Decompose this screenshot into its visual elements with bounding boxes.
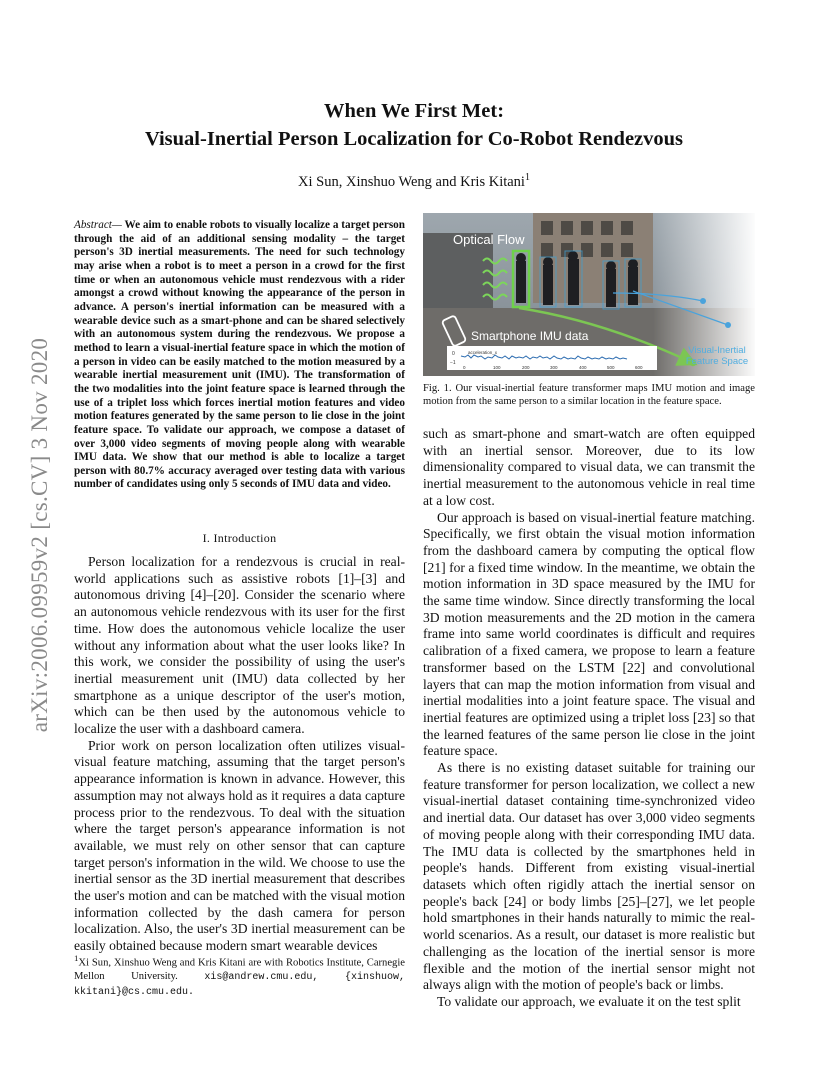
svg-text:0: 0 <box>463 365 466 370</box>
y-tick: 0 <box>452 351 455 357</box>
optical-flow-label: Optical Flow <box>453 232 525 247</box>
right-column-body <box>423 426 755 1011</box>
paragraph: Our approach is based on visual-inertial feature matching. Specifically, we first obtain the visual motion information from the dashboard camera by computing the optical flow [21] for a fixed time window. In the meantime, we obtain the motion information in 3D space measured by the IMU for the same time window. Since directly transforming the local 3D motion measurements and the 2D motion in the camera frame into same world coordinates is difficult and requires calibration of a fixed camera, we propose to learn a feature transformer based on the LSTM [22] and convolutional layers that can map the motion information from visual and inertial modalities into a joint feature space. The visual and inertial features are optimized using a triplet loss [23] so that the learned features of the same person lie close in the joint feature space. <box>423 509 755 759</box>
section-heading-introduction: I. Introduction <box>202 531 277 545</box>
paragraph: To validate our approach, we evaluate it on the test split <box>437 993 741 1009</box>
imu-label: Smartphone IMU data <box>471 329 589 343</box>
figure-illustration <box>423 213 755 376</box>
paragraph: As there is no existing dataset suitable for training our feature transformer for person localization, we collect a new visual-inertial dataset containing time-synchronized video and inertial data. Our dataset has over 3,000 video segments of moving people along with their corresponding IMU data. The IMU data is collected by the smartphones held in people's hands. Different from existing visual-inertial datasets which often rigidly attach the inertial sensor on people's back [24] or body limbs [25]–[27], we let people hold smartphones in their hands naturally to mimic the real-world scenarios. As a result, our dataset is more realistic but challenging as the location of the inertial sensor is more flexible and the motion of the inertial sensor might not always align with the motion of people's back or limbs. <box>423 760 755 993</box>
abstract-body: We aim to enable robots to visually localize a target person through the aid of an additional sensing modality – the target person's 3D inertial measurements. The need for such technology may arise when a robot is to meet a person in a crowd for the first time or when an autonomous vehicle must rendezvous with a rider amongst a crowd without knowing the appearance of the person in advance. A person's inertial information can be measured with a wearable device such as a smart-phone and can be shared selectively with an autonomous system during the rendezvous. We propose a method to learn a visual-inertial feature space in which the motion of a person in video can be easily matched to the motion measured by a wearable inertial measurement unit (IMU). The transformation of the two modalities into the joint feature space is learned through the use of a triplet loss which forces inertial motion features and video motion features generated by the same person to lie close in the joint feature space. To validate our approach, we compose a dataset of over 3,000 video segments of moving people along with wearable IMU data. We show that our method is able to localize a target person with 80.7% accuracy averaged over testing data with various number of candidates using only 5 seconds of IMU data and video. <box>74 219 405 491</box>
paragraph: Person localization for a rendezvous is crucial in real-world applications such as assistive robots [1]–[3] and autonomous driving [4]–[20]. Consider the scenario where an autonomous vehicle rendezvous with its user for the first time. How does the autonomous vehicle localize the user without any information about what the user looks like? In this work, we consider the possibility of using the user's inertial measurement unit (IMU) data collected by her smartphone as a unique descriptor of the user's motion, which can be then used by the autonomous vehicle to localize the user with a dashboard camera. <box>74 554 405 737</box>
feature-space-label: Visual-Inertial Feature Space <box>685 345 749 367</box>
y-tick: −1 <box>450 360 456 366</box>
figure-1 <box>423 213 755 376</box>
title-line-2: Visual-Inertial Person Localization for Co-Robot Rendezvous <box>144 128 684 150</box>
feature-point <box>700 298 706 304</box>
author-list: Xi Sun, Xinshuo Weng and Kris Kitani$^1$ <box>298 172 530 190</box>
svg-text:200: 200 <box>522 365 530 370</box>
paragraph: such as smart-phone and smart-watch are often equipped with an inertial sensor. Moreover, due to its low dimensionality compared to visual data, we can transmit the inertial measurement to the autonomous vehicle in real time at a low cost. <box>423 426 755 508</box>
abstract-lead: Abstract— <box>74 219 122 231</box>
arxiv-identifier: arXiv:2006.09959v2 [cs.CV] 3 Nov 2020 <box>27 337 52 733</box>
svg-text:400: 400 <box>579 365 587 370</box>
paragraph: Prior work on person localization often utilizes visual-visual feature matching, assuming that the target person's appearance information is known in advance. However, this assumption may not always hold as it requires a data capture process prior to the rendezvous. To deal with the situation where the target person's appearance information is not available, we must rely on other sensor that can capture target person's information in the wild. We choose to use the inertial sensor as the 3D inertial measurement that describes the user's motion and can be matched with the visual motion information collected by the dash camera for person localization. Also, the user's 3D inertial measurement can be easily obtained because modern smart wearable devices <box>74 737 405 954</box>
paper-title <box>0 97 828 153</box>
figure-caption: Fig. 1. Our visual-inertial feature transformer maps IMU motion and image motion from the same person to a similar location in the feature space. <box>423 383 755 408</box>
abstract <box>74 219 405 492</box>
svg-text:300: 300 <box>550 365 558 370</box>
footnote-email: xis@andrew.cmu.edu, <box>204 972 319 984</box>
footnote: $^1$Xi Sun, Xinshuo Weng and Kris Kitani are with Robotics Institute, Carnegie Mellon University. xis@andrew.cmu.edu, {xinshuow, kkitani}@cs.cmu.edu. <box>74 953 406 998</box>
imu-legend: acceleration_x <box>468 350 498 355</box>
feature-point <box>725 322 731 328</box>
footnote-email: {xinshuow, kkitani}@cs.cmu.edu. <box>74 972 406 998</box>
left-column-body <box>74 554 405 955</box>
svg-text:600: 600 <box>635 365 643 370</box>
footnote-mark: 1 <box>74 953 79 963</box>
svg-text:500: 500 <box>607 365 615 370</box>
svg-text:100: 100 <box>493 365 501 370</box>
title-line-1: When We First Met: <box>323 100 505 122</box>
author-footnote-mark: 1 <box>524 172 530 183</box>
